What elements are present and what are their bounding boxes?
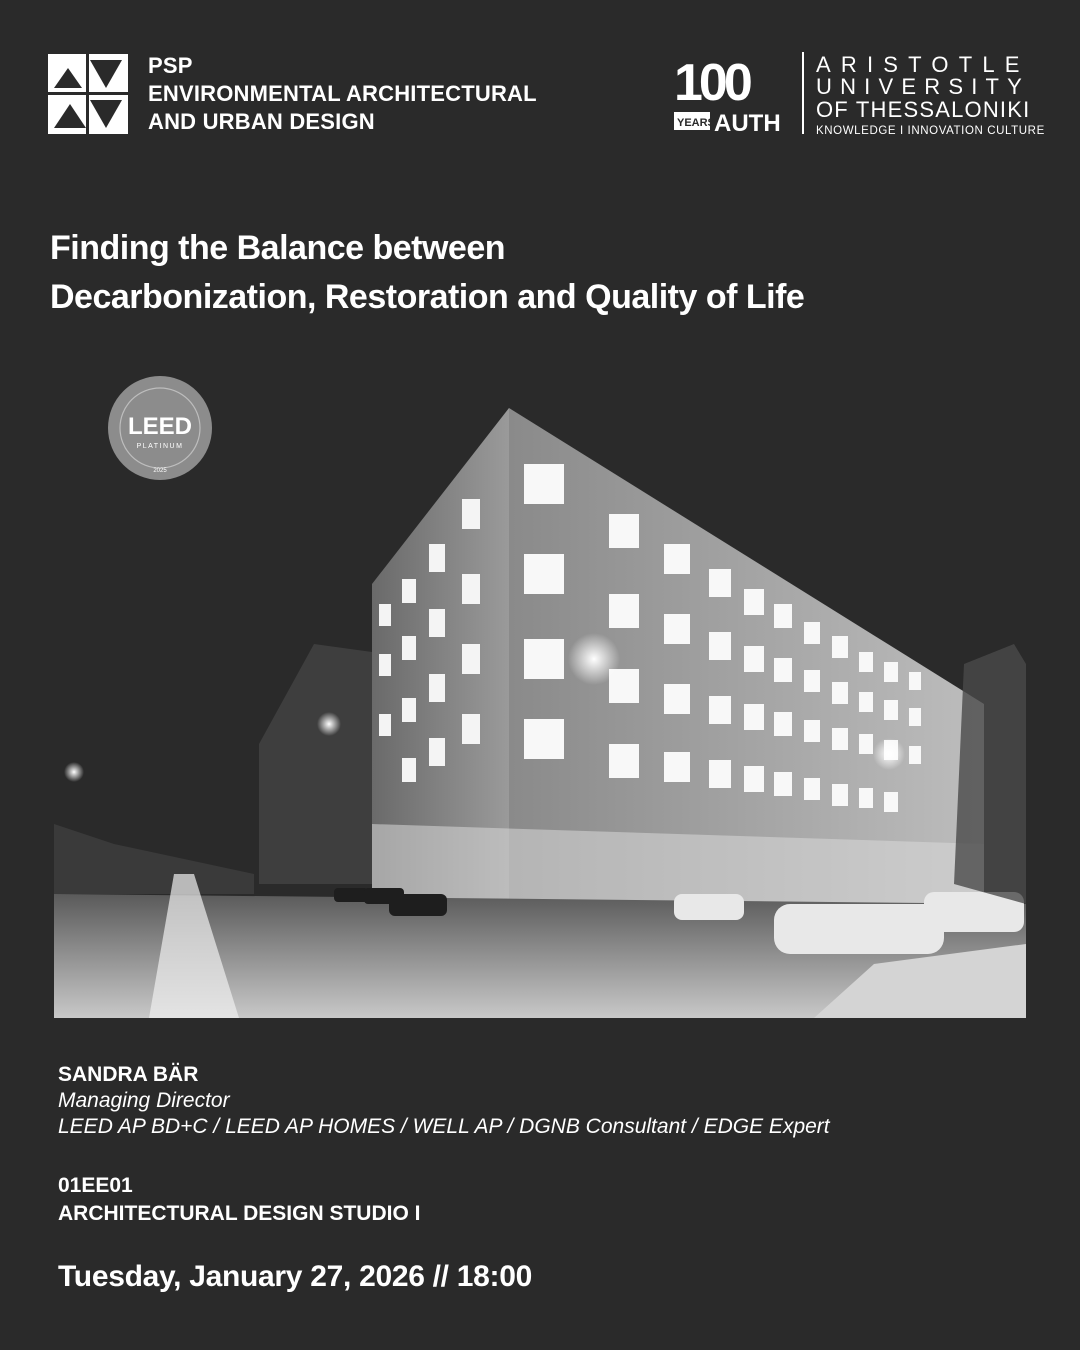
course-name: ARCHITECTURAL DESIGN STUDIO I <box>58 1202 421 1225</box>
auth-years: YEARS <box>677 117 715 129</box>
speaker-role: Managing Director <box>58 1089 230 1112</box>
speaker-info <box>58 1062 830 1140</box>
auth-100: 100 <box>674 56 749 112</box>
logo-divider <box>802 52 804 134</box>
leed-platinum-badge <box>106 374 214 482</box>
university-line: OF THESSALONIKI <box>816 97 1031 122</box>
psp-logo <box>48 54 128 134</box>
leed-label: LEED <box>127 413 193 440</box>
lecture-title <box>50 224 804 322</box>
psp-line: ENVIRONMENTAL ARCHITECTURAL <box>148 81 537 106</box>
university-line: UNIVERSITY <box>816 74 1031 99</box>
title-line: Decarbonization, Restoration and Quality of Life <box>50 278 805 316</box>
auth-100-years-logo <box>674 56 792 134</box>
building-photo <box>54 404 1026 1018</box>
course-info <box>58 1172 420 1228</box>
psp-name <box>148 52 537 136</box>
leed-level: PLATINUM <box>136 443 184 450</box>
university-line: ARISTOTLE <box>816 52 1030 77</box>
event-datetime: Tuesday, January 27, 2026 // 18:00 <box>58 1260 532 1293</box>
university-name <box>816 52 1045 138</box>
auth-brand: AUTH <box>714 110 781 134</box>
speaker-credentials: LEED AP BD+C / LEED AP HOMES / WELL AP / DGNB Consultant / EDGE Expert <box>58 1115 830 1138</box>
title-line: Finding the Balance between <box>50 229 506 267</box>
university-tagline: KNOWLEDGE I INNOVATION CULTURE <box>816 125 1045 137</box>
psp-line: PSP <box>148 53 193 78</box>
course-code: 01EE01 <box>58 1174 133 1197</box>
leed-year: 2025 <box>153 468 167 474</box>
psp-line: AND URBAN DESIGN <box>148 109 375 134</box>
speaker-name: SANDRA BÄR <box>58 1063 199 1086</box>
